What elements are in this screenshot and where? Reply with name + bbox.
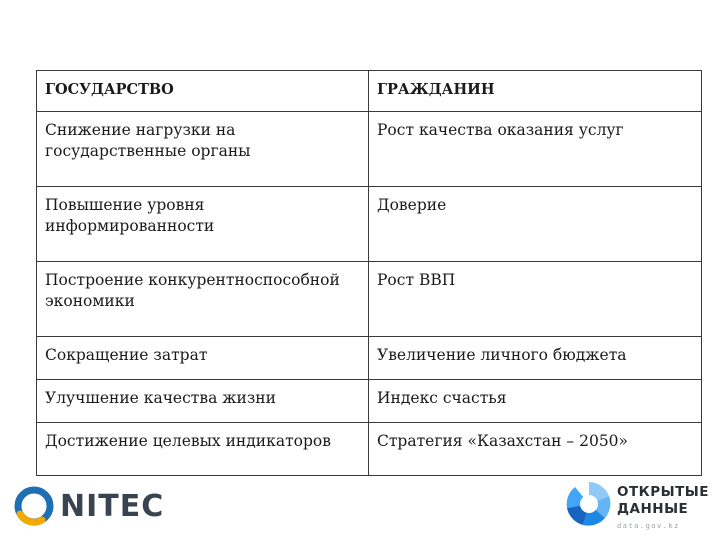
- cell-state: Снижение нагрузки на государственные органы: [37, 112, 369, 187]
- header-citizen: ГРАЖДАНИН: [369, 71, 702, 112]
- cell-citizen: Рост ВВП: [369, 262, 702, 337]
- table-row: [37, 112, 702, 187]
- table-row: [37, 380, 702, 423]
- cell-state: Достижение целевых индикаторов: [37, 423, 369, 476]
- cell-state: Сокращение затрат: [37, 337, 369, 380]
- table-row: [37, 187, 702, 262]
- nitec-wordmark: NITEC: [60, 488, 165, 524]
- open-data-line1: ОТКРЫТЫЕ: [617, 484, 710, 500]
- table-header-row: [37, 71, 702, 112]
- cell-citizen: Доверие: [369, 187, 702, 262]
- cell-citizen: Стратегия «Казахстан – 2050»: [369, 423, 702, 476]
- table-row: [37, 262, 702, 337]
- open-data-logo: [565, 480, 715, 536]
- cell-citizen: Рост качества оказания услуг: [369, 112, 702, 187]
- open-data-line2: ДАННЫЕ: [617, 501, 689, 517]
- open-data-url: data.gov.kz: [617, 522, 680, 530]
- cell-state: Повышение уровня информированности: [37, 187, 369, 262]
- comparison-table: [36, 70, 702, 476]
- table-row: [37, 423, 702, 476]
- cell-citizen: Индекс счастья: [369, 380, 702, 423]
- cell-citizen: Увеличение личного бюджета: [369, 337, 702, 380]
- header-state: ГОСУДАРСТВО: [37, 71, 369, 112]
- nitec-logo: [12, 484, 164, 528]
- cell-state: Построение конкурентноспособной экономики: [37, 262, 369, 337]
- open-data-pinwheel-icon: [565, 480, 613, 528]
- open-data-title: [617, 484, 709, 518]
- nitec-ring-icon: [12, 484, 56, 528]
- table-row: [37, 337, 702, 380]
- cell-state: Улучшение качества жизни: [37, 380, 369, 423]
